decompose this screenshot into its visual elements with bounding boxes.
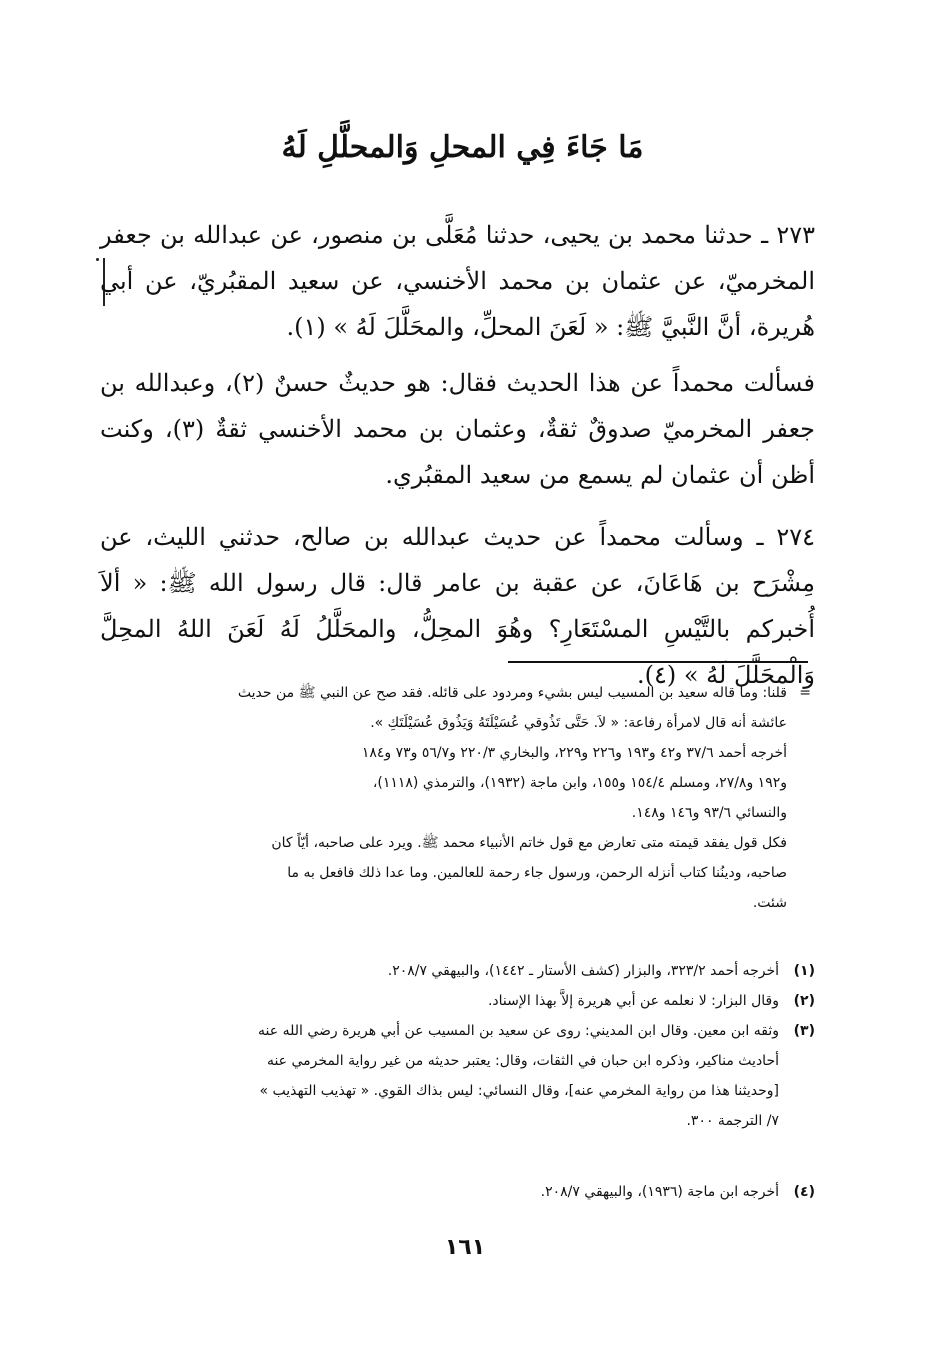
numbered-footnotes: [100, 956, 815, 1136]
footnote-line: عائشة أنه قال لامرأة رفاعة: « لاَ. حَتَّى تَذُوقي عُسَيْلَتَهُ وَيَذُوق عُسَيْلَتَكِ ».: [370, 715, 787, 731]
footnote-continuation: [100, 678, 815, 918]
footnote-line: والنسائي ٩٣/٦ و١٤٦ و١٤٨.: [631, 805, 787, 821]
footnote-line: وثقه ابن معين. وقال ابن المديني: روى عن سعيد بن المسيب عن أبي هريرة رضي الله عنه: [258, 1023, 779, 1039]
footnote-line: فكل قول يفقد قيمته متى تعارض مع قول خاتم الأنبياء محمد ﷺ. ويرد على صاحبه، أيّاً كان: [271, 835, 787, 851]
footnote-line: أخرجه أحمد ٣٢٣/٢، والبزار (كشف الأستار ـ ١٤٤٢)، والبيهقي ٢٠٨/٧.: [387, 963, 779, 979]
hadith-273-paragraph: ٢٧٣ ـ حدثنا محمد بن يحيى، حدثنا مُعَلَّى بن منصور، عن عبدالله بن جعفر المخرميّ، عن عثمان بن محمد الأخنسي، عن سعيد المقبُريّ، عن أبي هُريرة، أنَّ النَّبيَّ ﷺ: « لَعَنَ المحلِّ، والمحَلَّلَ لَهُ » (١).: [100, 221, 815, 341]
footnote-number: (٣): [793, 1023, 815, 1039]
continuation-marker: =: [799, 685, 811, 701]
footnote-line: = قلنا: وما قاله سعيد بن المسيب ليس بشيء ومردود على قائله. فقد صح عن النبي ﷺ من حديث: [100, 678, 815, 708]
footnote-3: [100, 1016, 815, 1136]
footnote-line: أخرجه ابن ماجة (١٩٣٦)، والبيهقي ٢٠٨/٧.: [540, 1184, 779, 1200]
footnote-line: شئت.: [752, 895, 787, 911]
chapter-title: مَا جَاءَ فِي المحلِ وَالمحلَّلِ لَهُ: [281, 130, 644, 165]
numbered-footnotes-end: [100, 1177, 815, 1207]
footnote-line: و١٩٢ و٢٧/٨، ومسلم ١٥٤/٤ و١٥٥، وابن ماجة (١٩٣٢)، والترمذي (١١١٨)،: [372, 775, 787, 791]
footnote-line: وقال البزار: لا نعلمه عن أبي هريرة إلاَّ بهذا الإسناد.: [487, 993, 779, 1009]
footnote-line: [وحديثنا هذا من رواية المخرمي عنه]، وقال النسائي: ليس بذاك القوي. « تهذيب التهذيب »: [259, 1083, 779, 1099]
footnote-divider: [508, 661, 808, 663]
footnote-4: [100, 1177, 815, 1207]
footnote-line: أخرجه أحمد ٣٧/٦ و٤٢ و١٩٣ و٢٢٦ و٢٢٩، والبخاري ٢٢٠/٣ و٥٦/٧ و٧٣ و١٨٤: [361, 745, 787, 761]
footnote-number: (١): [793, 963, 815, 979]
footnote-number: (٤): [793, 1184, 815, 1200]
footnote-line: أحاديث مناكير، وذكره ابن حبان في الثقات، وقال: يعتبر حديثه من غير رواية المخرمي عنه: [266, 1053, 779, 1069]
commentary-paragraph: فسألت محمداً عن هذا الحديث فقال: هو حديثٌ حسنٌ (٢)، وعبدالله بن جعفر المخرميّ صدوقٌ ثقةٌ، وعثمان بن محمد الأخنسي ثقةٌ (٣)، وكنت أظن أن عثمان لم يسمع من سعيد المقبُري.: [100, 369, 816, 489]
hadith-274-paragraph: ٢٧٤ ـ وسألت محمداً عن حديث عبدالله بن صالح، حدثني الليث، عن مِشْرَح بن هَاعَانَ، عن عقبة بن عامر قال: قال رسول الله ﷺ: « ألاَ أُخبركم بالتَّيْسِ المسْتَعَارِ؟ وهُوَ المحِلُّ، والمحَلَّلُ لَهُ لَعَنَ اللهُ المحِلَّ وَالْمحَلَّلَ لَهُ » (٤).: [100, 523, 816, 689]
footnote-number: (٢): [793, 993, 815, 1009]
page-number: ١٦١: [444, 1235, 486, 1260]
footnote-1: [100, 956, 815, 986]
footnote-line: صاحبه، ودينُنا كتاب أنزله الرحمن، ورسول جاء رحمة للعالمين. وما عدا ذلك فافعل به ما: [287, 865, 787, 881]
scan-speck: [96, 258, 99, 261]
footnote-line: ٧/ الترجمة ٣٠٠.: [686, 1113, 779, 1129]
footnote-2: [100, 986, 815, 1016]
